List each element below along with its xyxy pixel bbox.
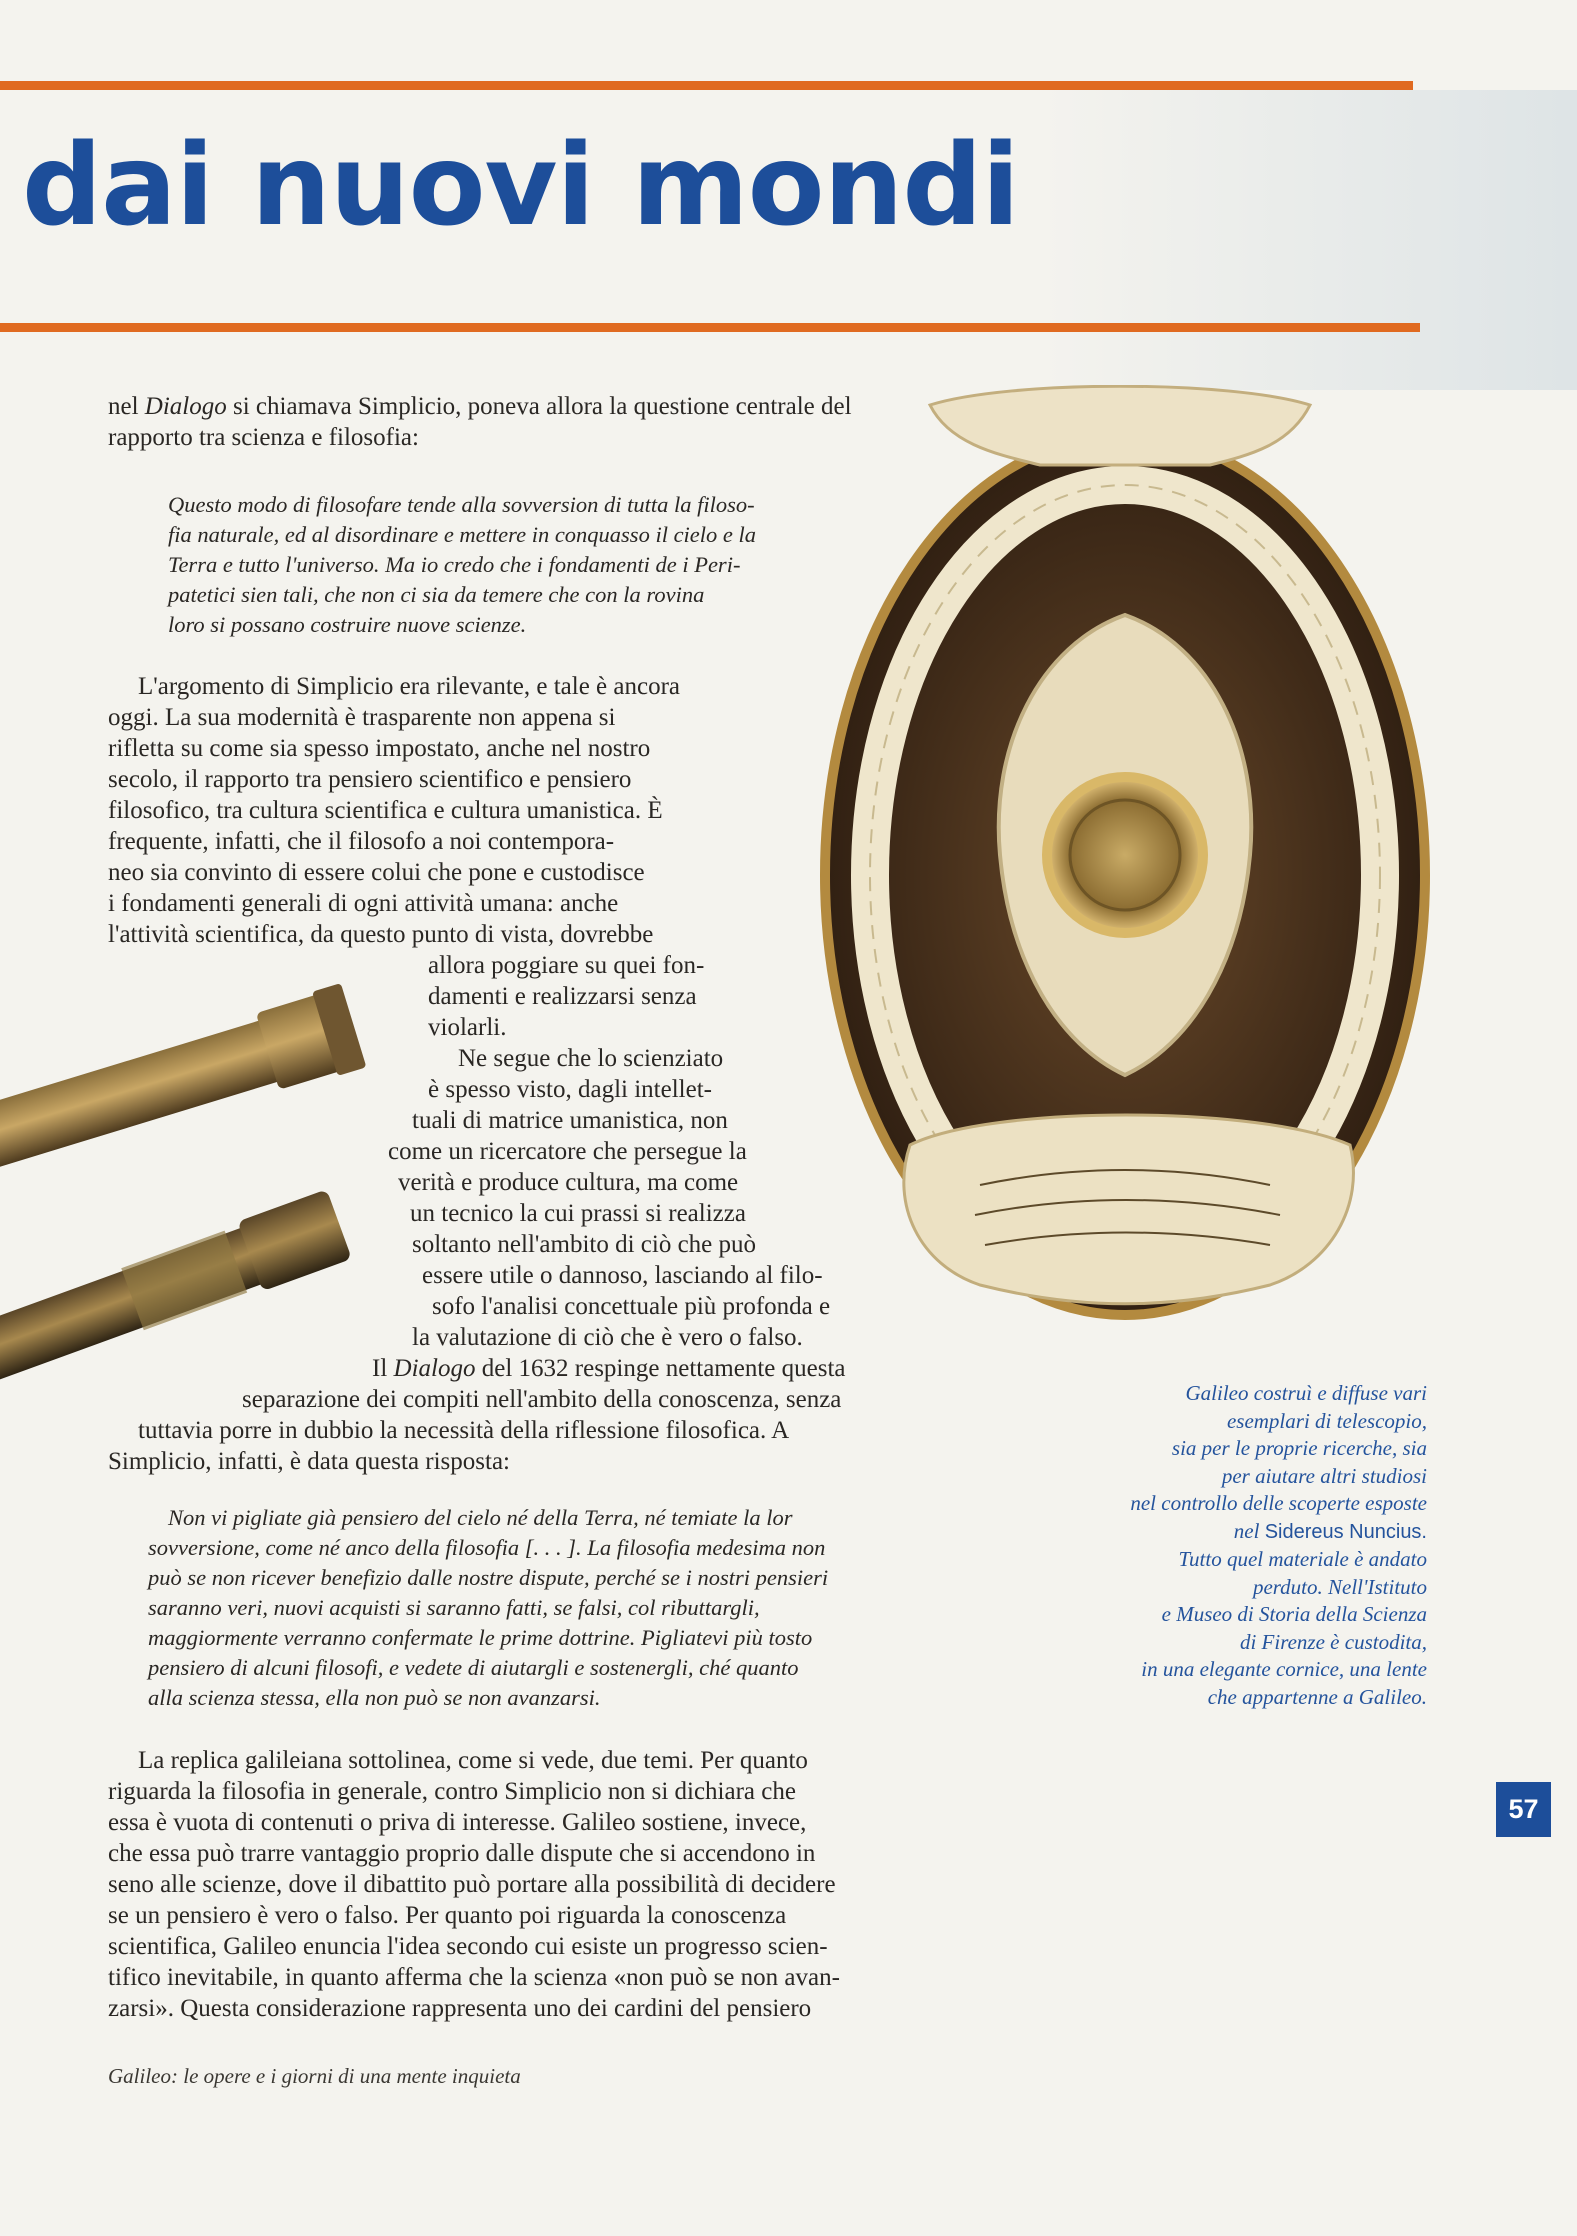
image-caption: Galileo costruì e diffuse vari esemplari di telescopio, sia per le proprie ricerche, sia per aiutare altri studiosi nel controllo delle scoperte esposte nel Sidereus Nuncius. Tutto quel materiale è andato perduto. Nell'Istituto e Museo di Storia della Scienza di Firenze è custodita, in una elegante cornice, una lente che appartenne a Galileo. [1130, 1381, 1427, 1709]
telescope-tubes-image [0, 960, 400, 1380]
page-title: dai nuovi mondi [22, 121, 1019, 251]
header-rule-top [0, 81, 1413, 90]
telescope-tube-upper [0, 1018, 286, 1179]
inscription-plaque [904, 1115, 1354, 1304]
galileo-lens-frame-image [790, 385, 1440, 1365]
background-shade [1040, 90, 1577, 390]
crest-top [930, 386, 1310, 465]
running-footer: Galileo: le opere e i giorni di una mente inquieta [108, 2064, 521, 2088]
header-rule-bottom [0, 323, 1420, 332]
page-number: 57 [1496, 1782, 1551, 1837]
